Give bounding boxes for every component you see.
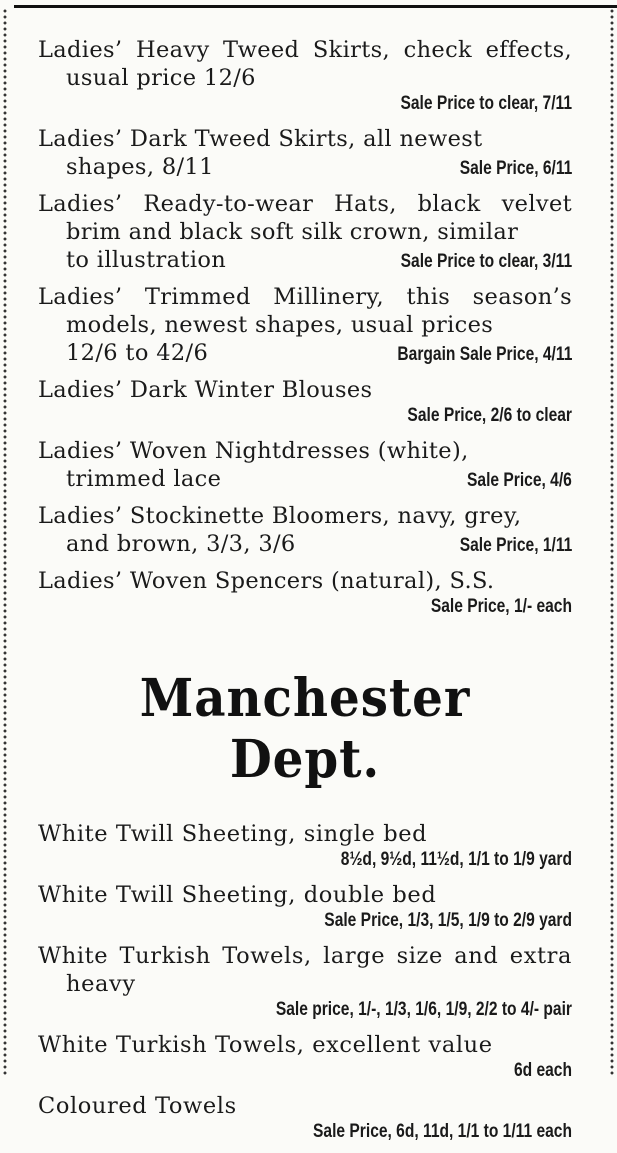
item-price: Sale Price to clear, 3/11 — [400, 251, 572, 272]
item-price: 6d each — [513, 1060, 572, 1081]
item-description: Ladies’ Dark Tweed Skirts, all newest — [38, 126, 483, 152]
list-item — [38, 36, 572, 117]
item-description: White Twill Sheeting, single bed — [38, 821, 428, 847]
list-item — [38, 502, 572, 559]
list-item — [38, 820, 572, 873]
item-price: 8½d, 9½d, 11½d, 1/1 to 1/9 yard — [340, 849, 572, 870]
list-item — [38, 376, 572, 429]
item-description: Coloured Towels — [38, 1093, 237, 1119]
item-price-row — [38, 153, 572, 182]
item-description-continued: 12/6 to 42/6 — [66, 340, 209, 366]
item-price: Sale Price, 6/11 — [459, 158, 572, 179]
item-description: Ladies’ Woven Spencers (natural), S.S. — [38, 568, 495, 594]
list-item — [38, 1031, 572, 1084]
item-description: White Turkish Towels, excellent value — [38, 1032, 493, 1058]
item-description: Ladies’ Woven Nightdresses (white), — [38, 438, 469, 464]
item-description-continued: to illustration — [66, 247, 227, 273]
manchester-section — [38, 820, 572, 1145]
list-item — [38, 1092, 572, 1145]
list-item — [38, 567, 572, 620]
item-price-row — [38, 465, 572, 494]
advertisement-column — [38, 36, 572, 1153]
item-description: Ladies’ Ready-to-wear Hats, black velvet brim and black soft silk crown, similar — [38, 191, 572, 245]
right-dotted-border — [610, 8, 614, 1076]
item-price: Bargain Sale Price, 4/11 — [397, 344, 572, 365]
list-item — [38, 437, 572, 494]
list-item — [38, 125, 572, 182]
item-price: Sale price, 1/-, 1/3, 1/6, 1/9, 2/2 to 4/- pair — [275, 999, 572, 1020]
item-price: Sale Price to clear, 7/11 — [400, 93, 572, 114]
item-price-row — [38, 530, 572, 559]
item-price: Sale Price, 1/11 — [459, 535, 572, 556]
list-item — [38, 190, 572, 275]
item-description: Ladies’ Trimmed Millinery, this season’s models, newest shapes, usual prices — [38, 284, 572, 338]
item-price-row — [38, 246, 572, 275]
list-item — [38, 283, 572, 368]
section-heading: Manchester Dept. — [139, 668, 471, 790]
item-description: White Twill Sheeting, double bed — [38, 882, 437, 908]
item-price: Sale Price, 6d, 11d, 1/1 to 1/11 each — [313, 1121, 572, 1142]
item-price: Sale Price, 1/3, 1/5, 1/9 to 2/9 yard — [324, 910, 572, 931]
item-description: Ladies’ Dark Winter Blouses — [38, 377, 373, 403]
list-item — [38, 942, 572, 1023]
item-price: Sale Price, 1/- each — [430, 596, 572, 617]
left-dotted-border — [3, 8, 7, 1076]
item-description: Ladies’ Stockinette Bloomers, navy, grey, — [38, 503, 522, 529]
top-rule — [14, 5, 617, 8]
item-description-continued: shapes, 8/11 — [66, 154, 214, 180]
item-price: Sale Price, 2/6 to clear — [407, 405, 572, 426]
item-description-continued: and brown, 3/3, 3/6 — [66, 531, 296, 557]
item-price: Sale Price, 4/6 — [467, 470, 572, 491]
item-description: White Turkish Towels, large size and extra heavy — [38, 943, 572, 997]
item-description-continued: trimmed lace — [66, 466, 222, 492]
list-item — [38, 881, 572, 934]
item-price-row — [38, 339, 572, 368]
item-description: Ladies’ Heavy Tweed Skirts, check effects, usual price 12/6 — [38, 37, 572, 91]
